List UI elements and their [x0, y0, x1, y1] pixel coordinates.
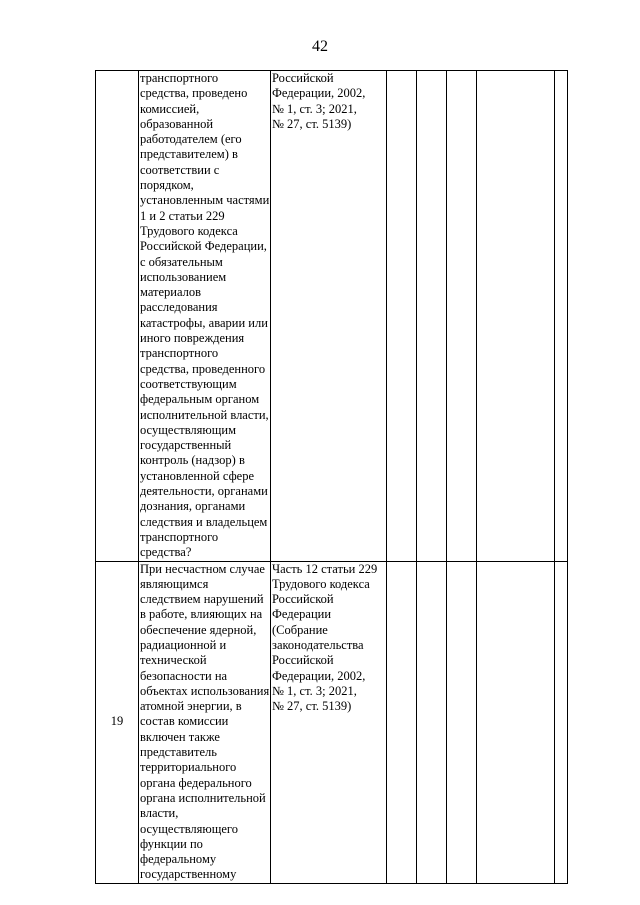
text-line: функции по	[140, 836, 203, 851]
text-line: соответствующим	[140, 376, 237, 391]
page-number: 42	[312, 38, 328, 55]
text-line: государственный	[140, 438, 232, 453]
text-line: объектах использования	[140, 683, 270, 698]
text-line: установленной сфере	[140, 468, 255, 483]
text-line: следствием нарушений	[140, 592, 264, 607]
text-line: Федерации, 2002,	[272, 668, 366, 683]
text-line: контроль (надзор) в	[140, 453, 245, 468]
text-line: № 1, ст. 3; 2021,	[272, 683, 357, 698]
row-number-cell: 19	[96, 561, 139, 883]
extra-cell	[555, 71, 568, 562]
text-line: № 27, ст. 5139)	[272, 116, 352, 131]
text-line: Трудового кодекса	[272, 576, 370, 591]
text-line: расследования	[140, 300, 218, 315]
text-line: № 1, ст. 3; 2021,	[272, 101, 357, 116]
text-line: транспортного	[140, 71, 219, 85]
text-line: Часть 12 статьи 229	[272, 561, 378, 576]
text-line: законодательства	[272, 637, 364, 652]
text-line: с обязательным	[140, 254, 223, 269]
text-line: Федерации, 2002,	[272, 86, 366, 101]
text-line: комиссией,	[140, 101, 200, 116]
text-line: государственному	[140, 867, 237, 882]
text-line: работодателем (его	[140, 132, 242, 147]
answer-yes-cell	[387, 561, 417, 883]
text-line: Российской	[272, 71, 334, 85]
text-line: При несчастном случае	[140, 561, 265, 576]
text-line: Российской Федерации,	[140, 239, 267, 254]
text-line: 1 и 2 статьи 229	[140, 208, 225, 223]
text-line: иного повреждения	[140, 331, 245, 346]
text-line: средства, проведено	[140, 86, 248, 101]
text-line: порядком,	[140, 178, 194, 193]
requirements-table	[95, 70, 568, 884]
extra-cell	[555, 561, 568, 883]
table-row	[96, 561, 568, 883]
question-cell	[139, 71, 271, 562]
text-line: состав комиссии	[140, 714, 229, 729]
text-line: Российской	[272, 653, 334, 668]
text-line: транспортного	[140, 346, 219, 361]
text-line: осуществляющим	[140, 422, 236, 437]
text-line: безопасности на	[140, 668, 228, 683]
text-line: Федерации	[272, 607, 332, 622]
text-line: территориального	[140, 760, 237, 775]
text-line: обеспечение ядерной,	[140, 622, 257, 637]
text-line: использованием	[140, 269, 227, 284]
text-line: дознания, органами	[140, 499, 246, 514]
answer-no-cell	[417, 71, 447, 562]
text-line: № 27, ст. 5139)	[272, 699, 352, 714]
text-line: атомной энергии, в	[140, 699, 242, 714]
text-line: радиационной и	[140, 637, 227, 652]
text-line: власти,	[140, 806, 179, 821]
text-line: следствия и владельцем	[140, 514, 268, 529]
notes-cell	[477, 561, 555, 883]
text-line: транспортного	[140, 529, 219, 544]
text-line: осуществляющего	[140, 821, 238, 836]
answer-na-cell	[447, 561, 477, 883]
text-line: органа федерального	[140, 775, 252, 790]
text-line: являющимся	[140, 576, 209, 591]
answer-na-cell	[447, 71, 477, 562]
answer-yes-cell	[387, 71, 417, 562]
text-line: материалов	[140, 285, 202, 300]
question-cell	[139, 561, 271, 883]
text-line: образованной	[140, 116, 214, 131]
text-line: включен также	[140, 729, 220, 744]
text-line: представитель	[140, 745, 217, 760]
row-number-cell	[96, 71, 139, 562]
text-line: средства?	[140, 545, 192, 560]
text-line: (Собрание	[272, 622, 328, 637]
text-line: средства, проведенного	[140, 361, 266, 376]
text-line: Трудового кодекса	[140, 223, 238, 238]
text-line: деятельности, органами	[140, 484, 268, 499]
reference-cell	[271, 71, 387, 562]
text-line: установленным частями	[140, 193, 270, 208]
text-line: исполнительной власти,	[140, 407, 269, 422]
text-line: в работе, влияющих на	[140, 607, 263, 622]
text-line: технической	[140, 653, 207, 668]
table-row	[96, 71, 568, 562]
text-line: Российской	[272, 592, 334, 607]
text-line: федеральным органом	[140, 392, 260, 407]
text-line: федеральному	[140, 852, 217, 867]
text-line: соответствии с	[140, 162, 220, 177]
answer-no-cell	[417, 561, 447, 883]
text-line: представителем) в	[140, 147, 238, 162]
reference-cell	[271, 561, 387, 883]
notes-cell	[477, 71, 555, 562]
text-line: органа исполнительной	[140, 790, 266, 805]
text-line: катастрофы, аварии или	[140, 315, 268, 330]
